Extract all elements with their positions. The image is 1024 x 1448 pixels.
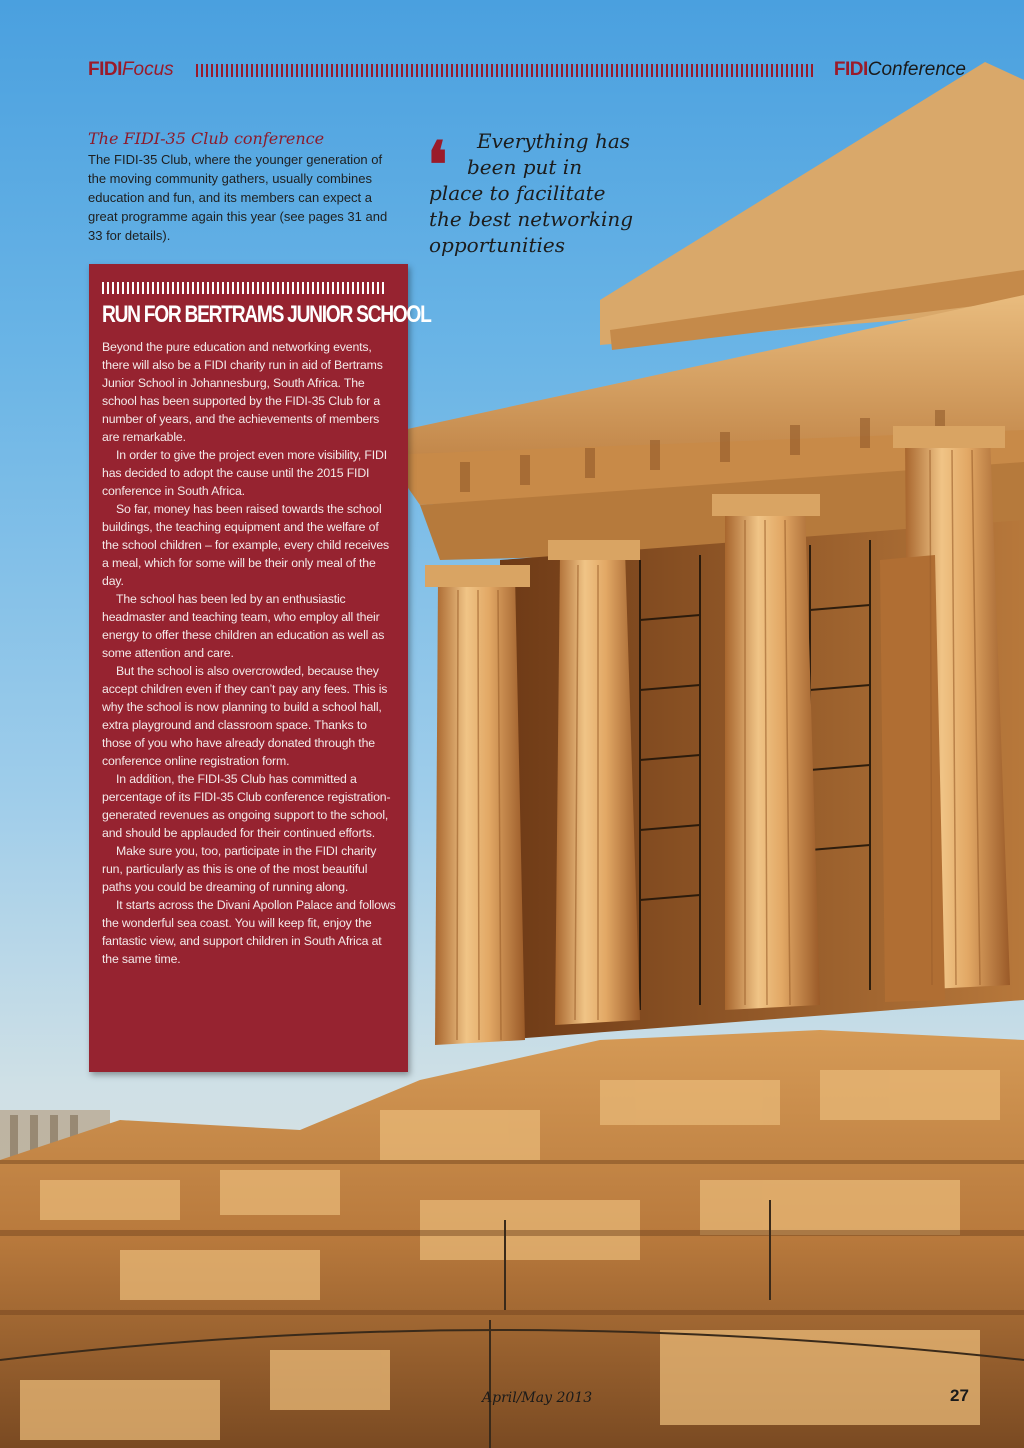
sidebar-paragraph: But the school is also overcrowded, because they accept children even if they can’t pay any fees. This is why the school is now planning to build a school hall, extra playground and classroom space. Thanks to those of you who have already donated through the conference online registration form. xyxy=(102,664,388,768)
sidebar-divider-rule xyxy=(102,282,386,294)
pull-quote-line: place to facilitate xyxy=(429,181,606,205)
pull-quote-line: been put in xyxy=(467,155,583,179)
pull-quote-text xyxy=(425,128,660,258)
header-divider-rule xyxy=(196,64,814,77)
section-brand-right xyxy=(834,58,966,82)
pull-quote-line: Everything has xyxy=(477,129,631,153)
sidebar-paragraph: In addition, the FIDI-35 Club has committed a percentage of its FIDI-35 Club conference registration-generated revenues as ongoing support to the school, and should be applauded for their continued efforts. xyxy=(102,772,391,840)
pull-quote xyxy=(425,128,660,258)
sidebar-paragraph: Beyond the pure education and networking events, there will also be a FIDI charity run in aid of Bertrams Junior School in Johannesburg, South Africa. The school has been supported by the FIDI-35 Club for a number of years, and the achievements of members are remarkable. xyxy=(102,340,383,444)
page-number: 27 xyxy=(950,1386,969,1405)
section-name: Focus xyxy=(121,59,174,80)
pull-quote-line: opportunities xyxy=(429,233,565,257)
intro-heading: The FIDI-35 Club conference xyxy=(88,129,325,148)
brand-name: FIDI xyxy=(88,59,122,80)
quote-mark-icon: ❛ xyxy=(427,128,448,203)
section-brand-left xyxy=(88,58,174,82)
sidebar-paragraph: So far, money has been raised towards the school buildings, the teaching equipment and the welfare of the school children – for example, every child receives a meal, which for some will be their only meal of the day. xyxy=(102,502,390,588)
sidebar-paragraph: The school has been led by an enthusiastic headmaster and teaching team, who employ all their energy to offer these children an education as well as some attention and care. xyxy=(102,592,385,660)
charity-run-sidebar xyxy=(89,264,431,1072)
page-header xyxy=(88,58,966,82)
sidebar-paragraph: Make sure you, too, participate in the FIDI charity run, particularly as this is one of the most beautiful paths you could be dreaming of running along. xyxy=(102,844,377,894)
sidebar-paragraph: In order to give the project even more visibility, FIDI has decided to adopt the cause until the 2015 FIDI conference in South Africa. xyxy=(102,448,388,498)
sidebar-title: RUN FOR BERTRAMS JUNIOR SCHOOL xyxy=(102,301,431,328)
section-name: Conference xyxy=(867,59,966,80)
pull-quote-line: the best networking xyxy=(429,207,634,231)
intro-section xyxy=(88,128,398,245)
issue-date: April/May 2013 xyxy=(482,1390,593,1406)
sidebar-paragraph: It starts across the Divani Apollon Palace and follows the wonderful sea coast. You will keep fit, enjoy the fantastic view, and support children in South Africa at the same time. xyxy=(102,898,396,966)
intro-body: The FIDI-35 Club, where the younger generation of the moving community gathers, usually combines education and fun, and its members can expect a great programme again this year (see pages 31 and 33 for details). xyxy=(88,152,388,243)
brand-name: FIDI xyxy=(833,59,868,80)
